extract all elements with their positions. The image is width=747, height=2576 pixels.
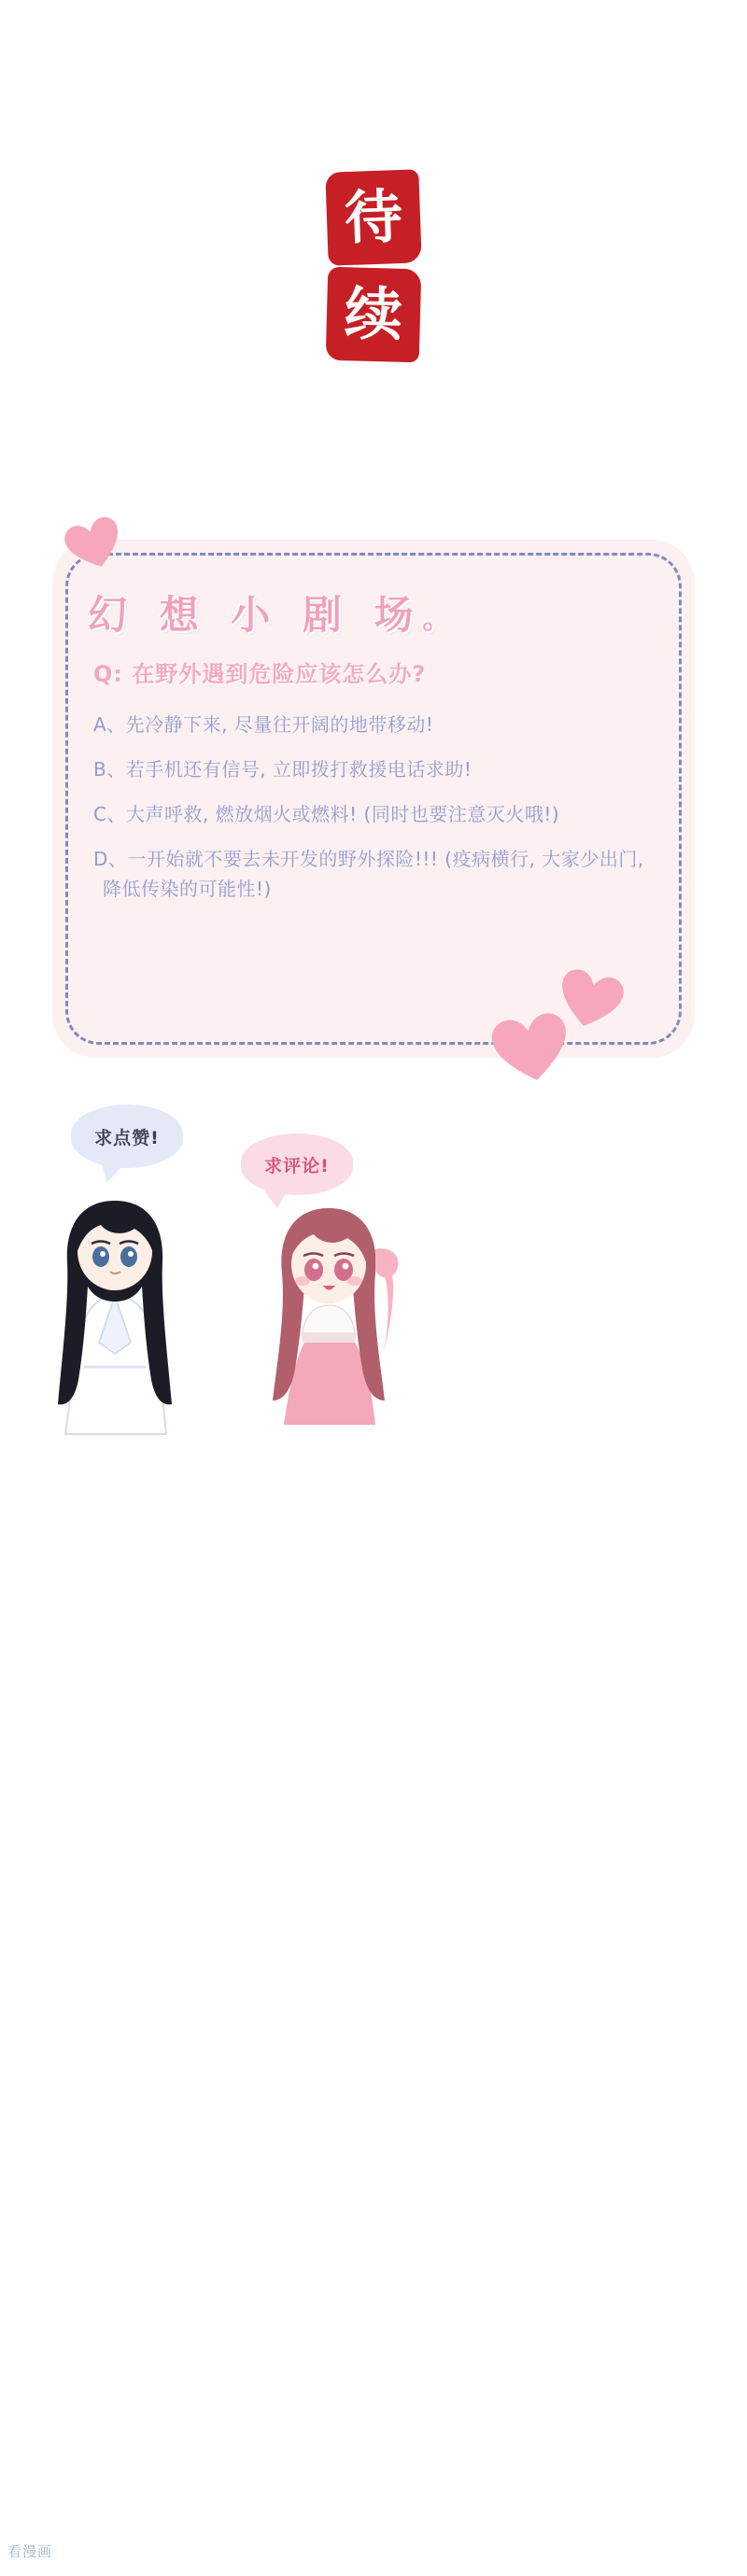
speech-bubble-like-text: 求点赞! <box>94 1127 160 1148</box>
theatre-title <box>88 584 460 640</box>
long-hair-boy-character <box>26 1184 204 1450</box>
theatre-title-text: 幻 想 小 剧 场 <box>88 592 423 638</box>
speech-bubble-comment <box>241 1133 353 1195</box>
seal-char-1: 待 <box>327 171 419 263</box>
answer-option-b: B、若手机还有信号, 立即拨打救援电话求助! <box>93 758 472 781</box>
answer-option-d: D、一开始就不要去未开发的野外探险!!! (疫病横行, 大家少出门, 降低传染的可能性!) <box>93 848 644 901</box>
pink-dress-girl-character <box>235 1193 422 1448</box>
speech-bubble-like <box>71 1105 183 1168</box>
heart-icon <box>486 1007 577 1090</box>
heart-icon <box>59 512 130 578</box>
answer-option-a: A、先冷静下来, 尽量往开阔的地带移动! <box>93 713 434 737</box>
theatre-title-dot: 。 <box>422 603 460 636</box>
seal-char-2: 续 <box>328 269 419 360</box>
watermark: 看漫画 <box>7 2543 53 2560</box>
speech-bubble-comment-text: 求评论! <box>264 1155 330 1176</box>
qa-block <box>93 659 655 919</box>
to-be-continued-seal <box>0 173 747 359</box>
question-text: Q: 在野外遇到危险应该怎么办? <box>93 661 427 687</box>
answer-option-c: C、大声呼救, 燃放烟火或燃料! (同时也要注意灭火哦!) <box>93 803 560 826</box>
fantasy-theatre-card <box>52 540 695 1058</box>
